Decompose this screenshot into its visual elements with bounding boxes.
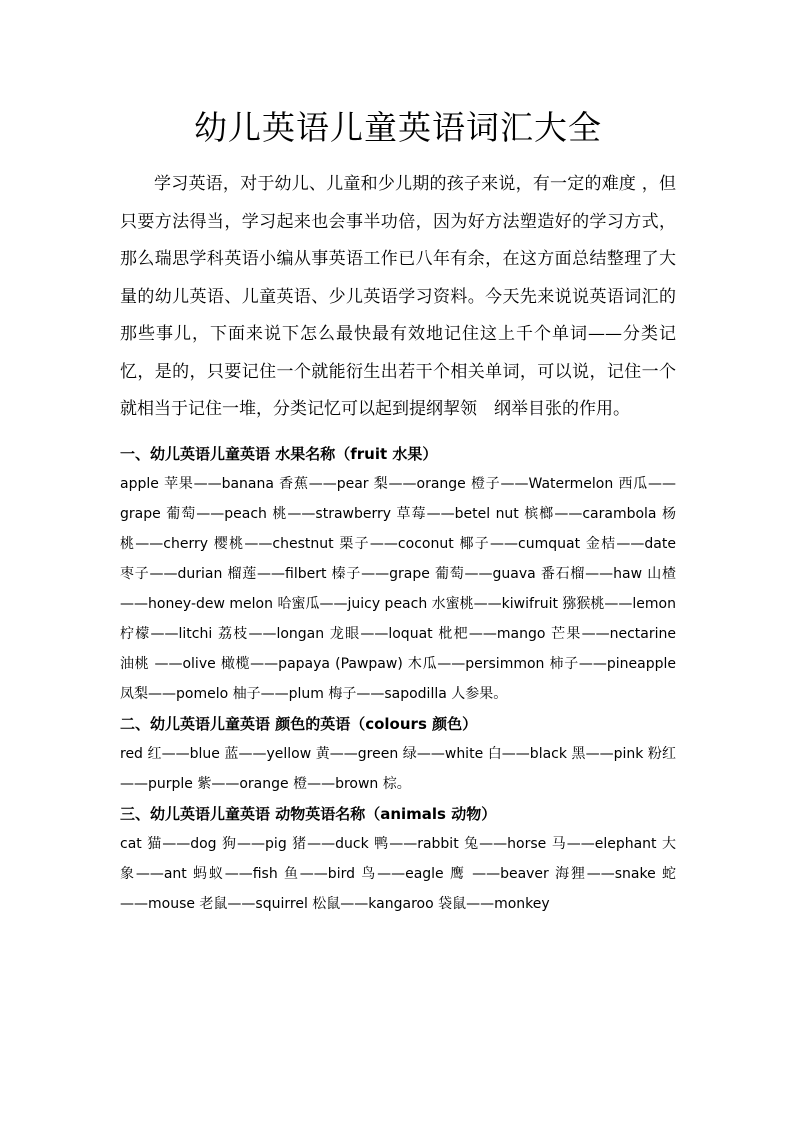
- section-animals: [120, 799, 676, 919]
- section-heading: 二、幼儿英语儿童英语 颜色的英语（colours 颜色）: [120, 714, 478, 733]
- section-fruit: [120, 439, 676, 709]
- section-colours: [120, 709, 676, 799]
- intro-paragraph: 学习英语，对于幼儿、儿童和少儿期的孩子来说，有一定的难度 ，但只要方法得当，学习起来也会事半功倍，因为好方法塑造好的学习方式，那么瑞思学科英语小编从事英语工作已八年有余，在这方面总结整理了大量的幼儿英语、儿童英语、少儿英语学习资料。今天先来说说英语词汇的那些事儿，下面来说下怎么最快最有效地记住这上千个单词——分类记忆，是的，只要记住一个就能衍生出若干个相关单词，可以说，记住一个就相当于记住一堆，分类记忆可以起到提纲挈领 纲举目张的作用。: [120, 174, 676, 419]
- section-body: red 红——blue 蓝——yellow 黄——green 绿——white 白——black 黑——pink 粉红——purple 紫——orange 橙——brown 棕。: [120, 745, 676, 792]
- section-heading: 一、幼儿英语儿童英语 水果名称（fruit 水果）: [120, 444, 438, 463]
- document-page: [120, 104, 676, 919]
- section-body: cat 猫——dog 狗——pig 猪——duck 鸭——rabbit 兔——horse 马——elephant 大象——ant 蚂蚁——fish 鱼——bird 鸟——eagle 鹰 ——beaver 海狸——snake 蛇——mouse 老鼠——squirrel 松鼠——kangaroo 袋鼠——monkey: [120, 835, 676, 912]
- section-body: apple 苹果——banana 香蕉——pear 梨——orange 橙子——Watermelon 西瓜——grape 葡萄——peach 桃——strawberry 草莓——betel nut 槟榔——carambola 杨桃——cherry 樱桃——chestnut 栗子——coconut 椰子——cumquat 金桔——date 枣子——durian 榴莲——filbert 榛子——grape 葡萄——guava 番石榴——haw 山楂——honey-dew melon 哈蜜瓜——juicy peach 水蜜桃——kiwifruit 猕猴桃——lemon 柠檬——litchi 荔枝——longan 龙眼——loquat 枇杷——mango 芒果——nectarine 油桃 ——olive 橄榄——papaya (Pawpaw) 木瓜——persimmon 柿子——pineapple 凤梨——pomelo 柚子——plum 梅子——sapodilla 人参果。: [120, 475, 676, 702]
- section-heading: 三、幼儿英语儿童英语 动物英语名称（animals 动物）: [120, 804, 497, 823]
- document-title: 幼儿英语儿童英语词汇大全: [194, 108, 602, 147]
